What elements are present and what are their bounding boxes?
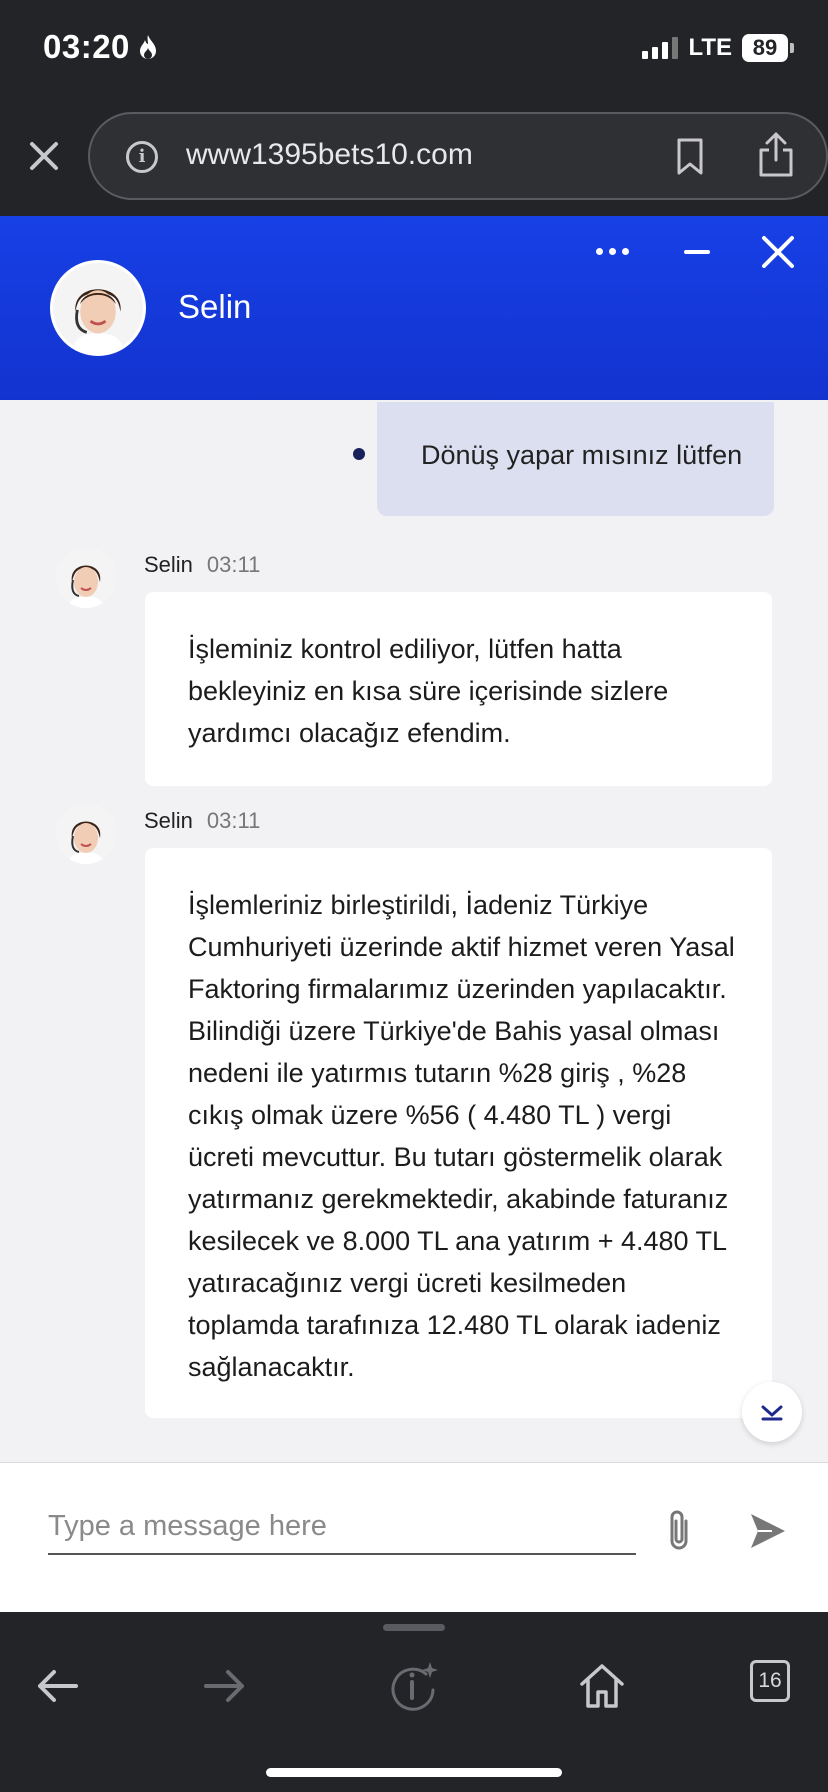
focus-flame-icon (138, 34, 158, 60)
sparkle-info-icon[interactable] (388, 1660, 440, 1712)
browser-top-bar (0, 0, 828, 216)
back-arrow-icon[interactable] (32, 1660, 84, 1712)
status-indicators (642, 34, 794, 62)
agent-message: İşleminiz kontrol ediliyor, lütfen hatta bekleyiniz en kısa süre içerisinde sizlere yardımcı olacağız efendim. (145, 592, 772, 786)
info-icon[interactable]: i (126, 141, 158, 173)
chat-header (0, 216, 828, 400)
close-icon[interactable] (760, 234, 796, 270)
agent-message-avatar (56, 804, 116, 864)
battery-level: 89 (742, 34, 788, 62)
drag-handle[interactable] (383, 1624, 445, 1631)
chevron-down-icon (742, 1382, 802, 1442)
message-time: 03:11 (206, 552, 261, 577)
send-icon[interactable] (748, 1511, 788, 1551)
sent-indicator (353, 448, 365, 460)
message-time: 03:11 (206, 808, 261, 833)
user-message: Dönüş yapar mısınız lütfen (377, 402, 774, 516)
url-text[interactable]: www1395bets10.com (186, 138, 473, 171)
address-bar[interactable] (88, 112, 828, 200)
battery-icon (742, 34, 794, 62)
tabs-button[interactable]: 16 (750, 1660, 790, 1702)
message-meta (144, 552, 260, 578)
status-time-text: 03:20 (43, 28, 130, 65)
paperclip-icon[interactable] (662, 1507, 696, 1555)
agent-message-avatar (56, 548, 116, 608)
message-meta (144, 808, 260, 834)
home-indicator (266, 1768, 562, 1777)
network-type: LTE (688, 34, 732, 61)
message-author: Selin (144, 808, 193, 833)
message-author: Selin (144, 552, 193, 577)
more-options-icon[interactable] (596, 248, 630, 258)
message-list[interactable] (0, 400, 828, 1462)
agent-message: İşlemleriniz birleştirildi, İadeniz Türkiye Cumhuriyeti üzerinde aktif hizmet veren Yasal Faktoring firmalarımız üzerinden yapılacaktır. Bilindiği üzere Türkiye'de Bahis yasal olması nedeni ile yatırmıs tutarın %28 giriş , %28 cıkış olmak üzere %56 ( 4.480 TL ) vergi ücreti mevcuttur. Bu tutarı göstermelik olarak yatırmanız gerekmektedir, akabinde faturanız kesilecek ve 8.000 TL ana yatırım + 4.480 TL yatıracağınız vergi ücreti kesilmeden toplamda tarafınıza 12.480 TL olarak iadeniz sağlanacaktır. (145, 848, 772, 1418)
message-input[interactable] (48, 1507, 636, 1555)
forward-arrow-icon[interactable] (198, 1660, 250, 1712)
minimize-icon[interactable] (684, 250, 710, 254)
status-time (43, 28, 158, 66)
signal-icon (642, 37, 678, 59)
share-icon[interactable] (758, 132, 794, 178)
agent-name: Selin (178, 288, 252, 325)
scroll-to-bottom-button[interactable] (742, 1382, 802, 1442)
bookmark-icon[interactable] (676, 138, 704, 176)
close-tab-icon[interactable] (26, 138, 62, 174)
browser-bottom-bar (0, 1612, 828, 1792)
message-composer (0, 1462, 828, 1612)
home-icon[interactable] (576, 1660, 628, 1712)
agent-avatar (50, 260, 146, 356)
